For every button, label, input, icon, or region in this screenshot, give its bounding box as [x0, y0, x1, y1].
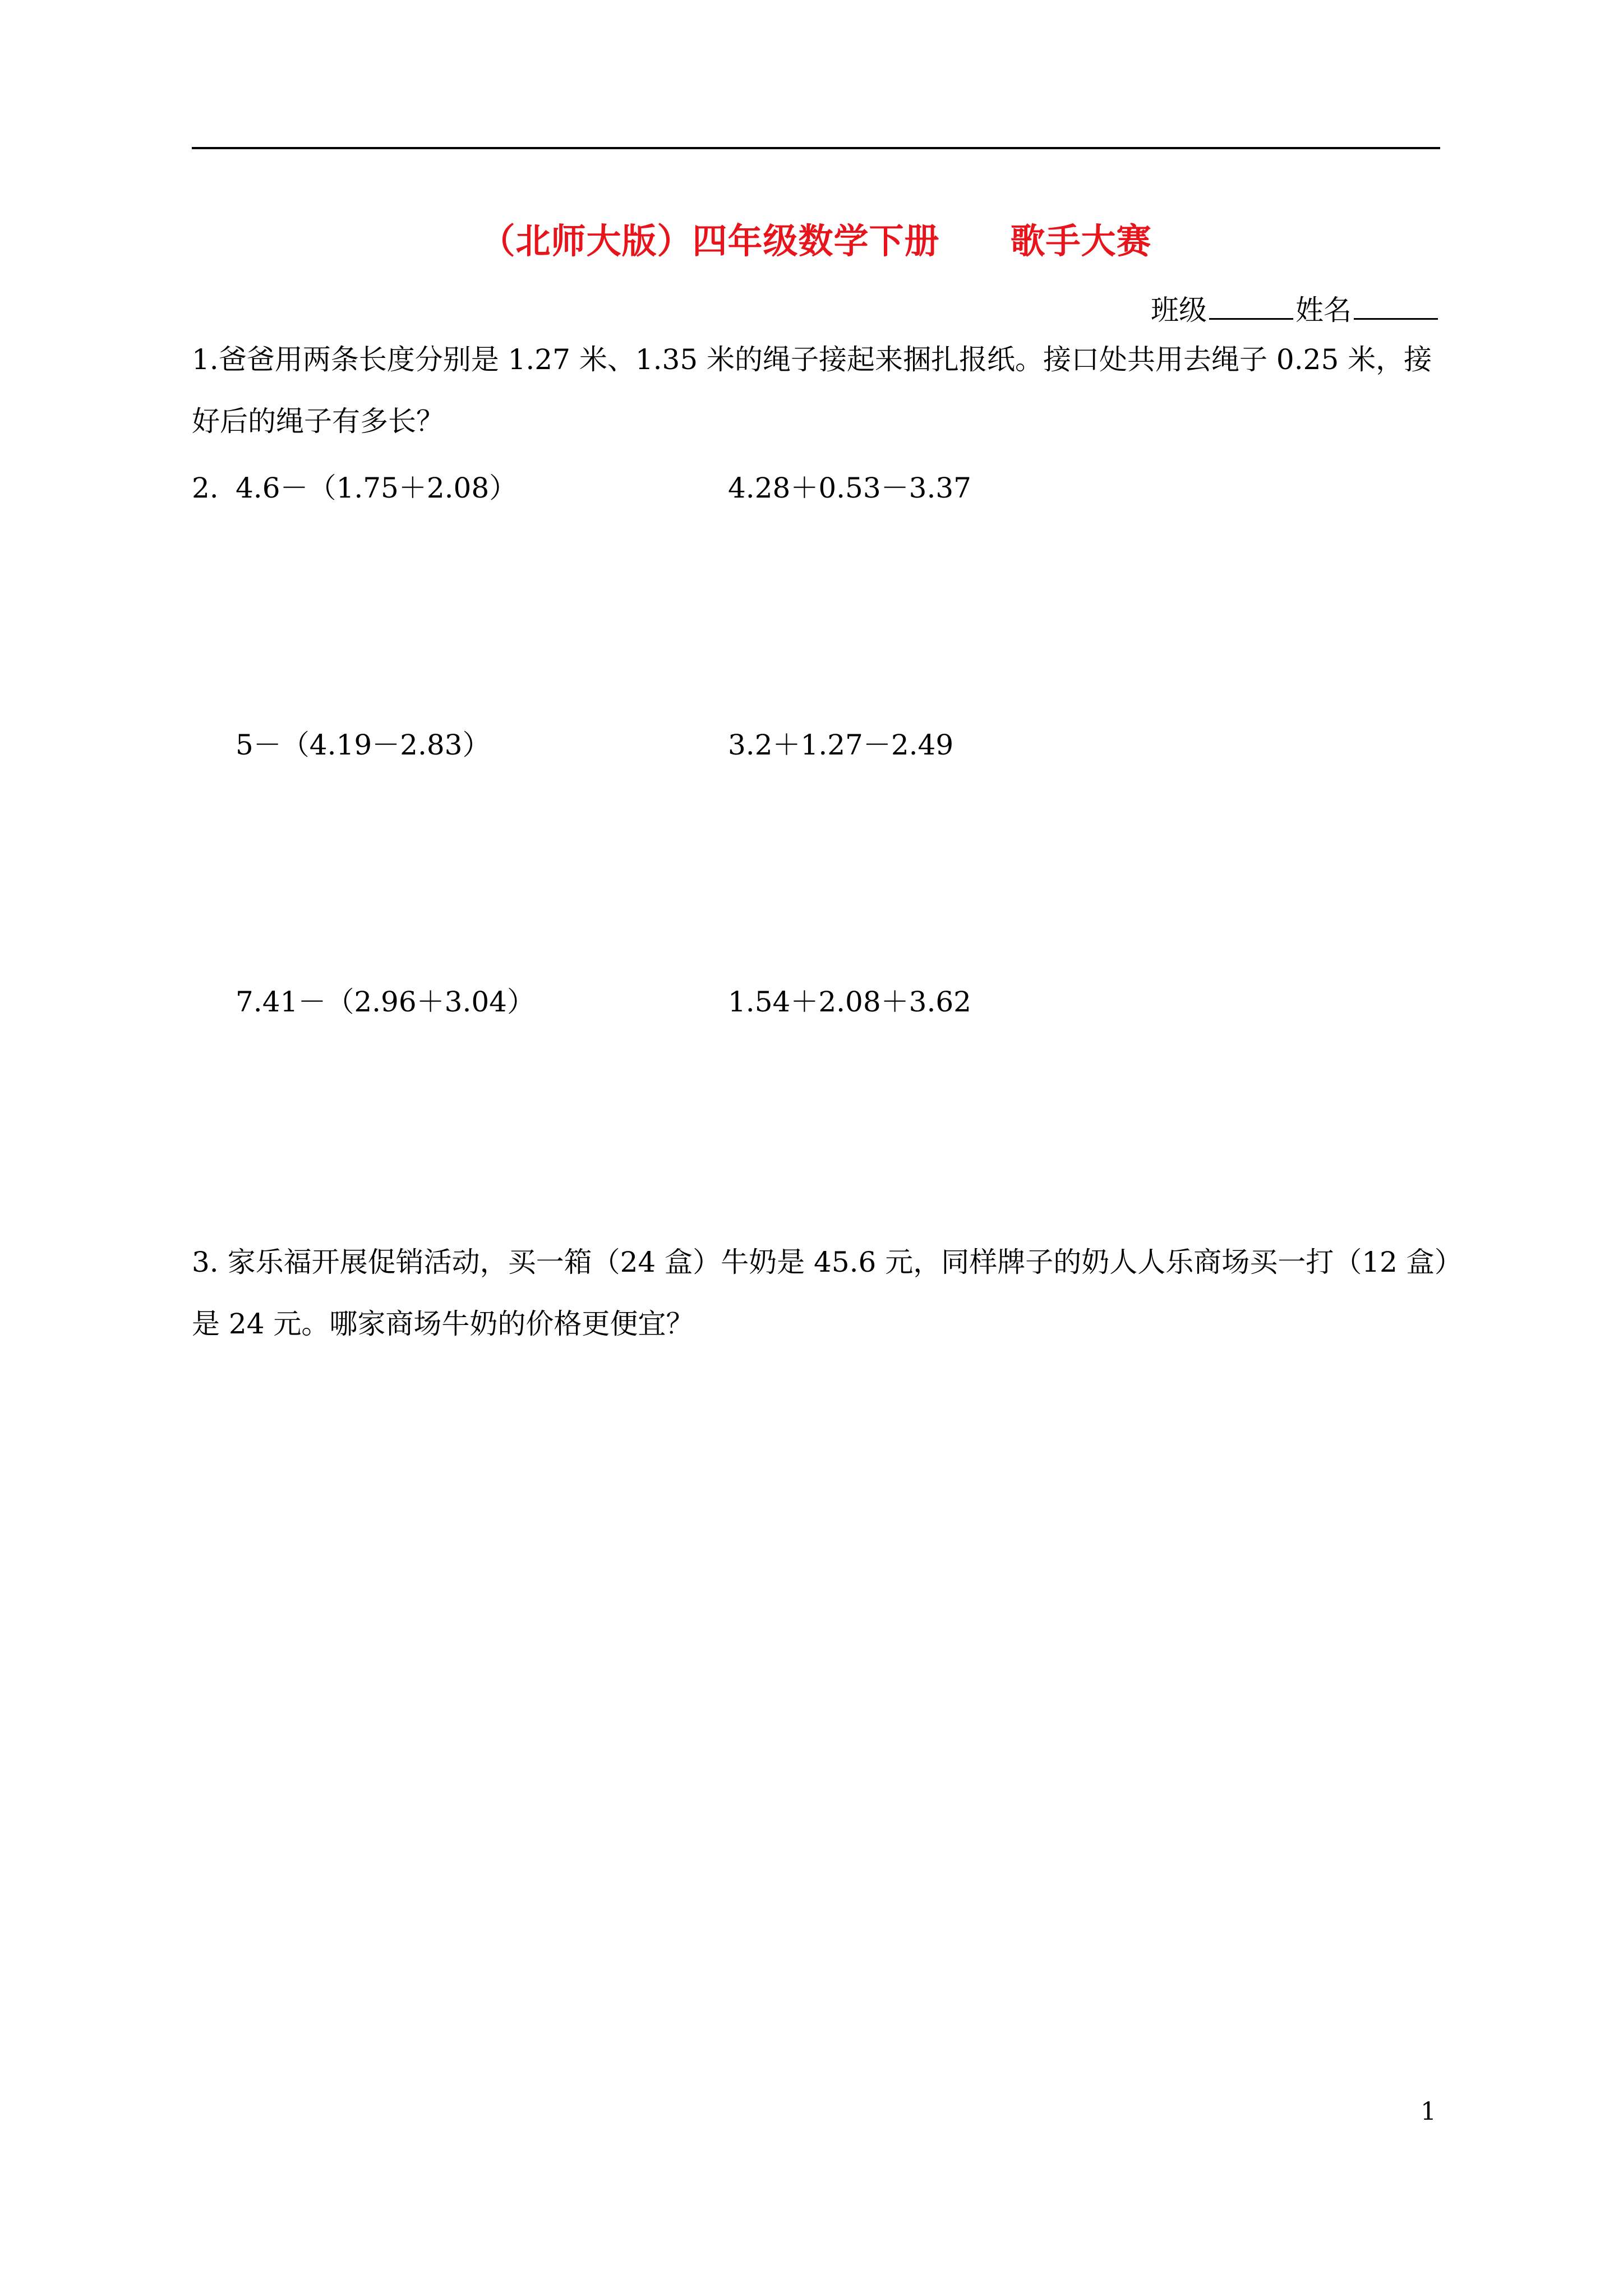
question-1-line-1: 1.爸爸用两条长度分别是 1.27 米、1.35 米的绳子接起来捆扎报纸。接口处共用去绳子 0.25 米，接: [192, 343, 1432, 376]
question-3-line-1: 3. 家乐福开展促销活动，买一箱（24 盒）牛奶是 45.6 元，同样牌子的奶人人乐商场买一打（12 盒）: [192, 1246, 1463, 1278]
expression-5: 7.41－（2.96＋3.04）: [236, 986, 535, 1018]
question-2-number: 2.: [192, 472, 219, 504]
header-rule: [192, 147, 1440, 149]
class-label: 班级: [1151, 294, 1207, 326]
student-info: [1151, 288, 1440, 328]
name-blank: [1354, 296, 1438, 320]
expression-4: 3.2＋1.27－2.49: [728, 729, 954, 761]
name-label: 姓名: [1295, 294, 1352, 326]
question-1-line-2: 好后的绳子有多长？: [192, 405, 444, 438]
document-title: （北师大版）四年级数学下册 歌手大赛: [480, 220, 1152, 261]
expression-2: 4.28＋0.53－3.37: [728, 472, 971, 504]
expression-3: 5－（4.19－2.83）: [236, 729, 491, 761]
class-blank: [1209, 296, 1293, 320]
question-3-line-2: 是 24 元。哪家商场牛奶的价格更便宜？: [192, 1308, 694, 1340]
expression-1: 4.6－（1.75＋2.08）: [236, 472, 518, 504]
expression-6: 1.54＋2.08＋3.62: [728, 986, 971, 1018]
page-number: 1: [1421, 2097, 1436, 2126]
